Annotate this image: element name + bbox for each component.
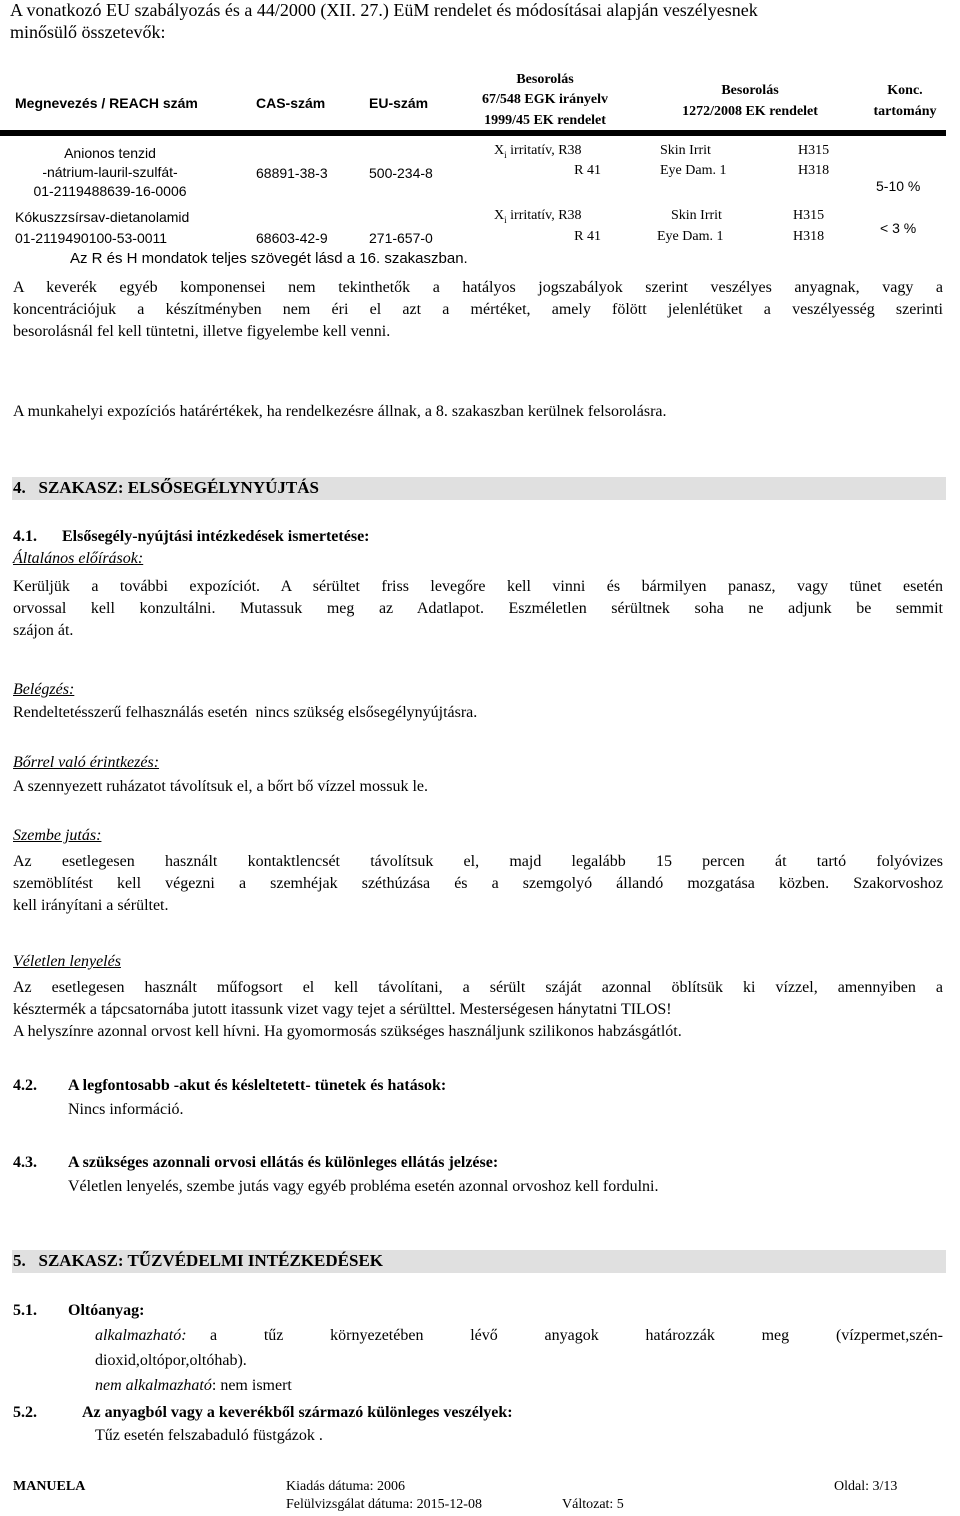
general-text: Kerüljük a további expozíciót. A sérültet friss levegőre kell vinni és bármilyen panasz, vagy tünet esetén orvossal kell konzultálni. Mutassuk meg az Adatlapot. Eszméletlen sérültnek soha ne adjunk be semmit szájon át. [13, 578, 943, 639]
components-paragraph: A keverék egyéb komponensei nem tekinthetők a hatályos jogszabályok szerint veszélyes anyagnak, vagy a koncentrációjuk a készítményben nem éri el azt a mértéket, amely fölött jelenlétüket a veszélyesség szerinti besorolásnál fel kell tüntetni, illetve figyelembe kell venni. [13, 279, 943, 340]
eye-contact-text: Az esetlegesen használt kontaktlencsét távolítsuk el, majd legalább 15 percen át tartó folyóvizes szemöblítést kell végezni a szemhéjak széthúzása és a szemgolyó állandó mozgatása közben. Szakorvoshoz kell irányítani a sérültet. [13, 853, 943, 914]
s51-applicable-cont: dioxid,oltópor,oltóhab). [95, 1352, 247, 1369]
row2-name-l1: Kókuszzsírsav-dietanolamid [15, 209, 190, 225]
s41-number: 4.1. [13, 528, 37, 545]
row1-h-class-l2: Eye Dam. 1 [660, 163, 727, 178]
row2-cas: 68603-42-9 [256, 230, 328, 246]
row2-r-phrases-l2: R 41 [574, 229, 601, 244]
row1-h-class-l1: Skin Irrit [660, 143, 711, 158]
footer-issue-date: Kiadás dátuma: 2006 [286, 1479, 405, 1494]
footer-revision-date: Felülvizsgálat dátuma: 2015-12-08 [286, 1497, 482, 1512]
row1-h-code-l1: H315 [798, 143, 830, 158]
skin-contact-label: Bőrrel való érintkezés: [13, 754, 160, 771]
row1-cas: 68891-38-3 [256, 165, 328, 181]
row2-h-class-l2: Eye Dam. 1 [657, 229, 724, 244]
s42-title: A legfontosabb -akut és késleltetett- tünetek és hatások: [68, 1077, 447, 1094]
header-name: Megnevezés / REACH szám [15, 95, 198, 111]
row1-h-code-l2: H318 [798, 163, 830, 178]
footer-page: Oldal: 3/13 [834, 1479, 898, 1494]
header-class67-l3: 1999/45 EK rendelet [484, 113, 606, 128]
row2-h-code-l2: H318 [793, 229, 825, 244]
footer-brand: MANUELA [13, 1479, 86, 1494]
s52-text: Tűz esetén felszabaduló füstgázok . [95, 1427, 323, 1444]
header-class67-l2: 67/548 EGK irányelv [482, 92, 608, 107]
s43-text: Véletlen lenyelés, szembe jutás vagy egyéb probléma esetén azonnal orvoshoz kell fordulni. [68, 1178, 659, 1195]
s42-text: Nincs információ. [68, 1101, 184, 1118]
skin-contact-text: A szennyezett ruházatot távolítsuk el, a bőrt bő vízzel mossuk le. [13, 778, 428, 795]
intro-line-1: A vonatkozó EU szabályozás és a 44/2000 (XII. 27.) EüM rendelet és módosításai alapján veszélyesnek [10, 0, 758, 20]
header-conc-l1: Konc. [887, 83, 923, 98]
inhalation-label: Belégzés: [13, 681, 75, 698]
row1-conc: 5-10 % [876, 178, 921, 194]
intro-line-2: minősülő összetevők: [10, 22, 166, 42]
row1-r-phrases-l1: $X_i$ irritatív, R38 [494, 143, 582, 160]
row1-name-l3: 01-2119488639-16-0006 [33, 183, 187, 199]
eye-contact-label: Szembe jutás: [13, 827, 102, 844]
row1-name-l1: Anionos tenzid [64, 145, 156, 161]
exposure-limits-paragraph: A munkahelyi expozíciós határértékek, ha rendelkezésre állnak, a 8. szakaszban kerülnek felsorolásra. [13, 403, 667, 420]
s52-title: Az anyagból vagy a keverékből származó különleges veszélyek: [82, 1404, 513, 1421]
s51-title: Oltóanyag: [68, 1302, 145, 1319]
general-label: Általános előírások: [13, 550, 144, 567]
row2-conc: < 3 % [880, 220, 917, 236]
s52-number: 5.2. [13, 1404, 37, 1421]
footer-version: Változat: 5 [562, 1497, 624, 1512]
row1-name-l2: -nátrium-lauril-szulfát- [42, 164, 178, 180]
header-cas: CAS-szám [256, 95, 326, 111]
section4-title: 4. SZAKASZ: ELSŐSEGÉLYNYÚJTÁS [13, 478, 319, 497]
s42-number: 4.2. [13, 1077, 37, 1094]
row2-h-code-l1: H315 [793, 208, 825, 223]
header-eu: EU-szám [369, 95, 429, 111]
s51-applicable: alkalmazható: a tűz környezetében lévő anyagok határozzák meg (vízpermet,szén- [95, 1327, 943, 1344]
s51-not-applicable: nem alkalmazható: nem ismert [95, 1377, 292, 1394]
row2-h-class-l1: Skin Irrit [671, 208, 722, 223]
row2-r-phrases-l1: $X_i$ irritatív, R38 [494, 208, 582, 225]
s43-title: A szükséges azonnali orvosi ellátás és különleges ellátás jelzése: [68, 1154, 499, 1171]
table-note: Az R és H mondatok teljes szövegét lásd a 16. szakaszban. [70, 250, 468, 267]
s51-number: 5.1. [13, 1302, 37, 1319]
ingestion-label: Véletlen lenyelés [13, 953, 121, 970]
row2-eu: 271-657-0 [369, 230, 433, 246]
inhalation-text: Rendeltetésszerű felhasználás esetén nincs szükség elsősegélynyújtásra. [13, 704, 478, 721]
section5-title: 5. SZAKASZ: TŰZVÉDELMI INTÉZKEDÉSEK [13, 1251, 384, 1270]
ingestion-text: Az esetlegesen használt műfogsort el kell távolítani, a sérült száját azonnal öblítsük ki vízzel, amennyiben a késztermék a tápcsatornába jutott itassunk vizet vagy tejet a sérülttel. Mesterségesen hánytatni TILOS! A helyszínre azonnal orvost kell hívni. Ha gyomormosás szükséges használjunk szilikonos habzásgátlót. [13, 979, 943, 1040]
header-conc-l2: tartomány [873, 104, 937, 119]
header-class1272-l2: 1272/2008 EK rendelet [682, 104, 818, 119]
s43-number: 4.3. [13, 1154, 37, 1171]
header-class1272-l1: Besorolás [721, 83, 779, 98]
s41-title: Elsősegély-nyújtási intézkedések ismertetése: [62, 528, 370, 545]
header-divider [0, 130, 946, 136]
row1-r-phrases-l2: R 41 [574, 163, 601, 178]
header-class67-l1: Besorolás [516, 72, 574, 87]
row2-name-l2: 01-2119490100-53-0011 [15, 230, 168, 246]
row1-eu: 500-234-8 [369, 165, 433, 181]
